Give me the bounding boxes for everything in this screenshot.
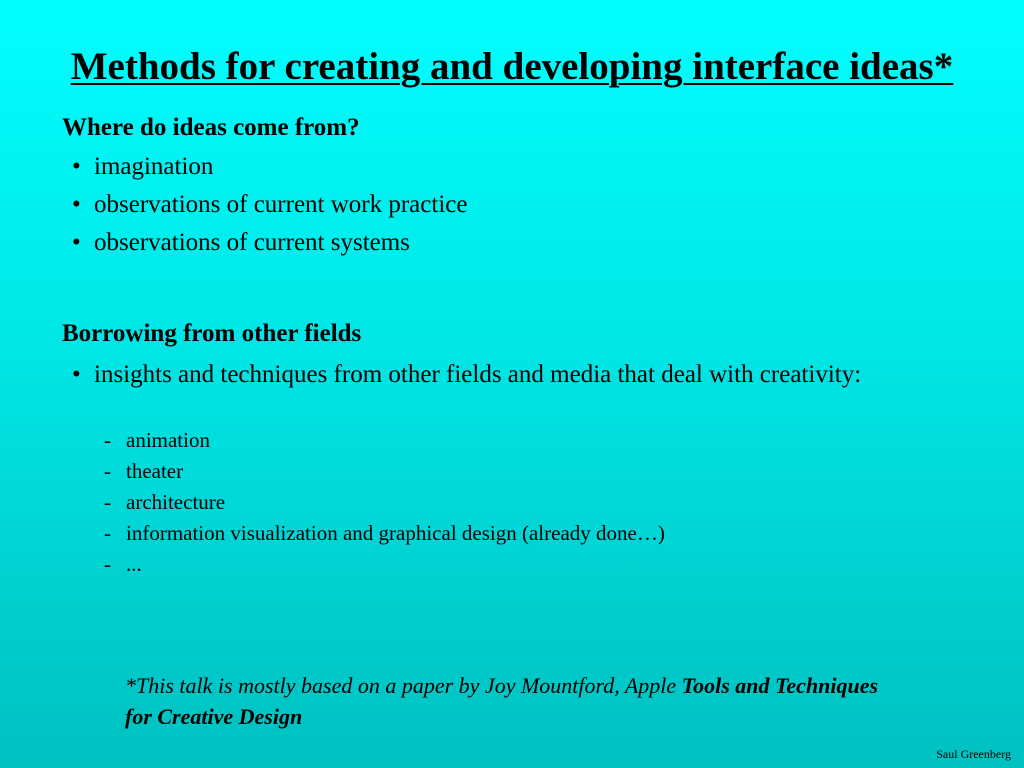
dash-marker: - xyxy=(104,428,111,452)
footnote xyxy=(125,670,905,732)
bullet-item xyxy=(72,226,467,260)
sub-item xyxy=(104,518,665,549)
bullet-marker: • xyxy=(72,191,81,218)
bullet-item xyxy=(72,358,861,392)
bullet-item xyxy=(72,188,467,222)
section-heading-borrowing: Borrowing from other fields xyxy=(62,320,362,347)
sub-item xyxy=(104,425,665,456)
borrowing-bullet-list xyxy=(72,358,861,396)
bullet-marker: • xyxy=(72,229,81,256)
bullet-marker: • xyxy=(72,361,81,388)
bullet-item xyxy=(72,150,467,184)
bullet-text: observations of current work practice xyxy=(94,191,468,218)
section-heading-ideas: Where do ideas come from? xyxy=(62,114,360,141)
dash-marker: - xyxy=(104,459,111,483)
slide-title: Methods for creating and developing interface ideas* xyxy=(70,45,954,88)
sub-item-text: information visualization and graphical design (already done…) xyxy=(126,521,665,545)
footnote-paper-title: Tools and Techniques for Creative Design xyxy=(125,673,879,729)
sub-item-text: theater xyxy=(126,459,184,483)
sub-item xyxy=(104,487,665,518)
fields-sub-list xyxy=(104,425,665,580)
sub-item xyxy=(104,549,665,580)
dash-marker: - xyxy=(104,490,111,514)
dash-marker: - xyxy=(104,521,111,545)
dash-marker: - xyxy=(104,552,111,576)
ideas-bullet-list xyxy=(72,150,467,264)
sub-item xyxy=(104,456,665,487)
author-credit: Saul Greenberg xyxy=(936,747,1011,761)
sub-item-text: animation xyxy=(126,428,210,452)
bullet-text: observations of current systems xyxy=(94,229,410,256)
bullet-text: insights and techniques from other fields and media that deal with creativity: xyxy=(94,361,862,388)
sub-item-text: architecture xyxy=(126,490,226,514)
sub-item-text: ... xyxy=(126,552,142,576)
bullet-marker: • xyxy=(72,153,81,180)
bullet-text: imagination xyxy=(94,153,214,180)
footnote-text: *This talk is mostly based on a paper by Joy Mountford, Apple xyxy=(125,673,682,698)
